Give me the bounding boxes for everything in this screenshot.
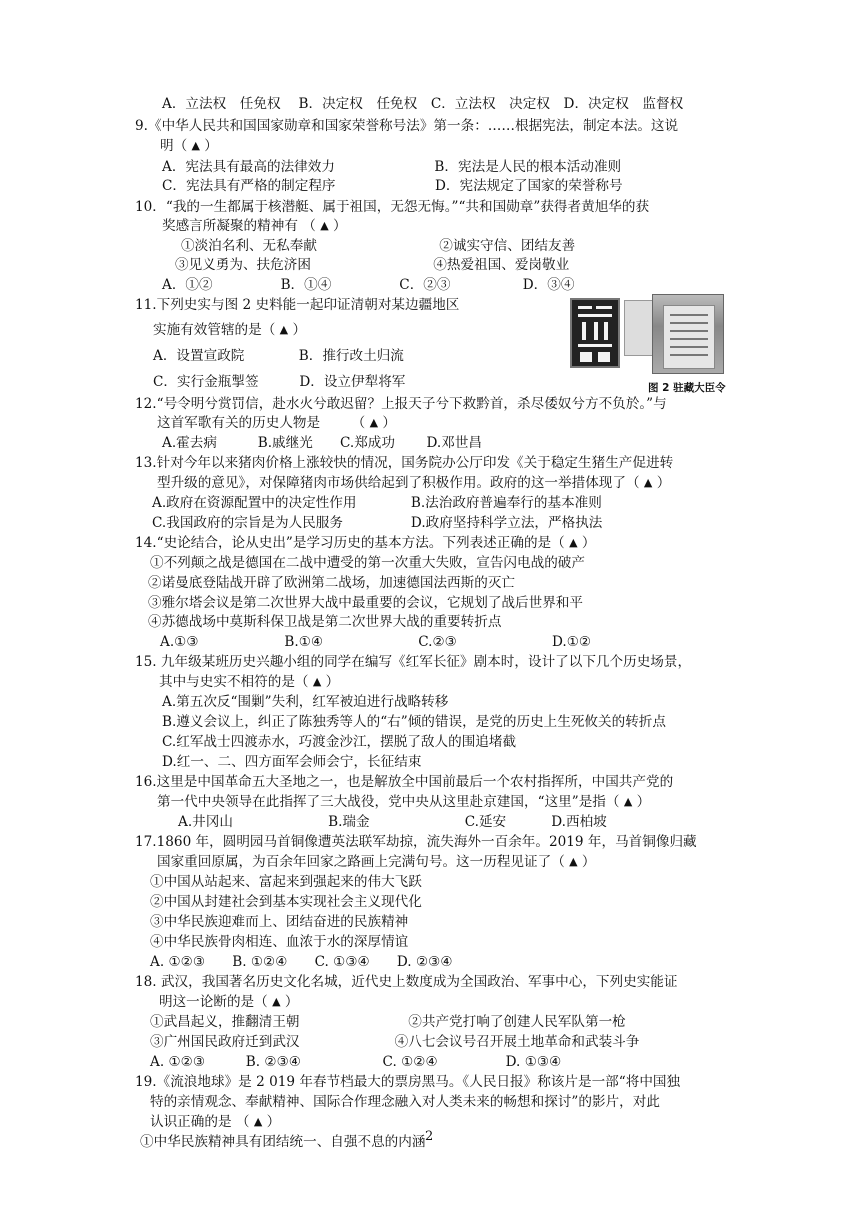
line-text-end: ） [328,218,347,234]
triangle-marker: ▲ [569,855,578,868]
line-text-end: ） [652,475,671,491]
text-line [135,772,673,792]
seal-image [570,298,620,368]
text-line [159,992,298,1012]
line-text: 其中与史实不相符的是（ [159,674,313,690]
line-text: B.遵义会议上，纠正了陈独秀等人的“右”倾的错误，是党的历史上生死攸关的转折点 [162,714,666,730]
decree-photo [652,294,724,374]
text-line [135,832,697,852]
text-line [162,157,621,177]
text-line [140,1132,425,1152]
line-text: 第一代中央领导在此指挥了三大战役，党中央从这里赴京建国，“这里”是指（ [157,794,624,810]
line-text: 型升级的意见》，对保障猪肉市场供给起到了积极作用。政府的这一举措体现了（ [157,475,644,491]
text-line [150,1112,280,1132]
text-line [148,593,583,613]
text-line [135,295,459,315]
text-line [135,197,649,217]
line-text-end: ） [632,794,651,810]
text-line [162,752,421,772]
text-line [162,732,516,752]
text-line [160,632,591,652]
line-text: 国家重回原属，为百余年回家之路画上完满句号。这一历程见证了（ [157,854,570,870]
line-text-end: ） [280,994,299,1010]
line-text: 12.“号令明兮赏罚信，赴水火兮敢迟留？上报天子兮下救黔首，杀尽倭奴兮方不负於。”与 [135,396,667,412]
line-text: 11.下列史实与图 2 史料能一起印证清朝对某边疆地区 [135,297,460,313]
line-text: 实施有效管辖的是（ [153,322,280,338]
line-text-end: ） [288,322,307,338]
text-line [153,372,405,392]
triangle-marker: ▲ [369,416,379,429]
text-line [150,1092,660,1112]
text-line [162,712,666,732]
text-line [157,413,396,433]
line-text: A．①② B．①④ C．②③ D．③④ [162,277,575,293]
text-line [159,672,339,692]
line-text: ①不列颠之战是德国在二战中遭受的第一次重大失败，宣告闪电战的破产 [150,555,585,571]
triangle-marker: ▲ [253,1115,263,1128]
text-line [150,892,422,912]
line-text: 15. 九年级某班历史兴趣小组的同学在编写《红军长征》剧本时，设计了以下几个历史场景， [135,654,692,670]
text-line [150,1012,626,1032]
line-text: ②诺曼底登陆战开辟了欧洲第二战场，加速德国法西斯的灭亡 [148,575,516,591]
text-line [135,453,673,473]
text-line [152,513,602,533]
text-line [135,1072,680,1092]
triangle-marker: ▲ [312,675,322,688]
text-line [135,394,667,414]
triangle-marker: ▲ [320,219,329,232]
figure-caption: 图 2 驻藏大臣令 [648,382,726,394]
line-text-end: ） [378,415,396,431]
text-line [153,346,404,366]
line-text: 认识正确的是 （ [150,1114,254,1130]
triangle-marker: ▲ [279,323,289,336]
line-text: A.井冈山 B.瑞金 C.延安 D.西柏坡 [178,814,607,830]
figure-2 [566,294,726,394]
text-line [175,255,569,275]
triangle-marker: ▲ [569,536,578,549]
line-text: C．实行金瓶掣签 D．设立伊犁将军 [153,374,406,390]
triangle-marker: ▲ [643,476,653,489]
triangle-marker: ▲ [272,995,281,1008]
line-text: A.第五次反“围剿”失利，红军被迫进行战略转移 [162,694,449,710]
text-line [152,493,602,513]
text-line [162,176,623,196]
line-text-end: ） [199,138,218,154]
line-text: 特的亲情观念、奉献精神、国际合作理念融入对人类未来的畅想和探讨”的影片，对此 [150,1094,660,1110]
line-text: A．设置宣政院 B．推行改土归流 [153,348,404,364]
text-line [160,136,218,156]
text-line [178,812,607,832]
line-text: 10．“我的一生都属于核潜艇、属于祖国，无怨无悔。”“共和国勋章”获得者黄旭华的获 [135,199,650,215]
line-text: ③见义勇为、扶危济困 ④热爱祖国、爱岗敬业 [175,257,570,273]
line-text-end: ） [577,854,596,870]
line-text: 奖感言所凝聚的精神有 （ [162,218,321,234]
text-line [148,612,501,632]
line-text-end: ） [321,674,340,690]
line-text-end: ） [577,535,596,551]
line-text: C.红军战士四渡赤水，巧渡金沙江，摆脱了敌人的围追堵截 [162,734,517,750]
line-text: 14.“史论结合，论从史出”是学习历史的基本方法。下列表述正确的是（ [135,535,570,551]
text-line [150,932,408,952]
line-text: 17.1860 年，圆明园马首铜像遭英法联军劫掠，流失海外一百余年。2019 年，马首铜像归藏 [135,834,697,850]
line-text: ④中华民族骨肉相连、血浓于水的深厚情谊 [150,934,409,950]
line-text: ①武昌起义，推翻清王朝 ②共产党打响了创建人民军队第一枪 [150,1014,626,1030]
text-line [162,692,448,712]
text-line [150,1032,639,1052]
line-text: A.政府在资源配置中的决定性作用 B.法治政府普遍奉行的基本准则 [152,495,602,511]
line-text: ③雅尔塔会议是第二次世界大战中最重要的会议，它规划了战后世界和平 [148,595,583,611]
text-line [135,972,678,992]
line-text: 16.这里是中国革命五大圣地之一，也是解放全中国前最后一个农村指挥所，中国共产党的 [135,774,674,790]
line-text: ④苏德战场中莫斯科保卫战是第二次世界大战的重要转折点 [148,614,502,630]
page-number: 2 [425,1129,434,1144]
text-line [181,236,575,256]
line-text: ①淡泊名利、无私奉献 ②诚实守信、团结友善 [181,238,576,254]
line-text: C．宪法具有严格的制定程序 D．宪法规定了国家的荣誉称号 [162,178,623,194]
line-text-end: ） [262,1114,281,1130]
line-text: A．宪法具有最高的法律效力 B．宪法是人民的根本活动准则 [162,159,622,175]
line-text: 9.《中华人民共和国国家勋章和国家荣誉称号法》第一条：……根据宪法，制定本法。这说 [135,118,679,134]
line-text: ①中国从站起来、富起来到强起来的伟大飞跃 [150,874,422,890]
line-text: ①中华民族精神具有团结统一、自强不息的内涵 [140,1134,426,1150]
text-line [135,652,691,672]
line-text: ②中国从封建社会到基本实现社会主义现代化 [150,894,422,910]
triangle-marker: ▲ [623,795,633,808]
text-line [148,573,515,593]
line-text: A. ①②③ B. ②③④ C. ①②④ D. ①③④ [150,1054,562,1070]
triangle-marker: ▲ [191,139,200,152]
text-line [150,1052,561,1072]
line-text: ③广州国民政府迁到武汉 ④八七会议号召开展土地革命和武装斗争 [150,1034,640,1050]
text-line [150,912,408,932]
line-text: ③中华民族迎难而上、团结奋进的民族精神 [150,914,409,930]
text-line [162,94,683,114]
text-line [150,952,453,972]
line-text: A．立法权 任免权 B．决定权 任免权 C．立法权 决定权 D．决定权 监督权 [162,96,684,112]
text-line [162,216,347,236]
text-line [157,473,670,493]
text-line [157,792,650,812]
line-text: A. ①②③ B. ①②④ C. ①③④ D. ②③④ [150,954,453,970]
line-text: 13.针对今年以来猪肉价格上涨较快的情况，国务院办公厅印发《关于稳定生猪生产促进转 [135,455,674,471]
text-line [153,320,306,340]
line-text: 18. 武汉，我国著名历史文化名城，近代史上数度成为全国政治、军事中心，下列史实能证 [135,974,678,990]
text-line [135,533,595,553]
line-text: 明这一论断的是（ [159,994,273,1010]
text-line [157,852,596,872]
line-text: A.①③ B.①④ C.②③ D.①② [160,634,592,650]
line-text: C.我国政府的宗旨是为人民服务 D.政府坚持科学立法，严格执法 [152,515,603,531]
text-line [150,553,585,573]
text-line [162,275,574,295]
text-line [162,433,482,453]
text-line [135,116,678,136]
text-line [150,872,422,892]
line-text: A.霍去病 B.戚继光 C.郑成功 D.邓世昌 [162,435,483,451]
line-text: 19.《流浪地球》是 2 019 年春节档最大的票房黑马。《人民日报》称该片是一部“将中国独 [135,1074,681,1090]
line-text: 明（ [160,138,192,154]
line-text: 这首军歌有关的历史人物是 （ [157,415,370,431]
line-text: D.红一、二、四方面军会师会宁，长征结束 [162,754,422,770]
